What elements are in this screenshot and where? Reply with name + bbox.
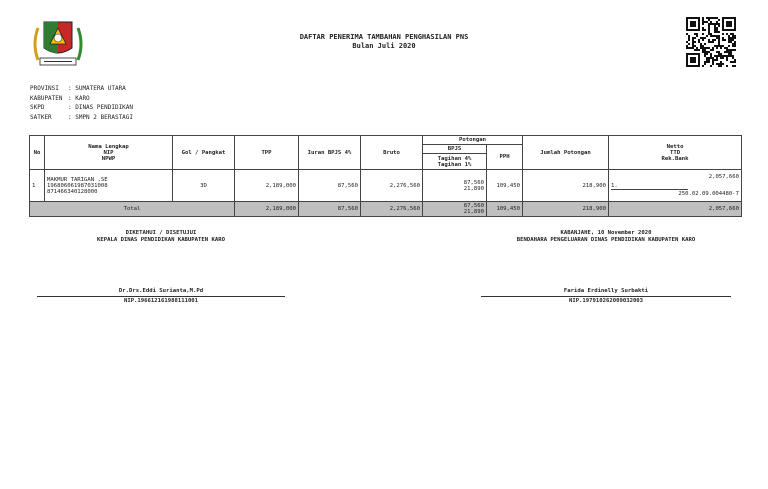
header-nip-label: NIP xyxy=(103,149,114,156)
cell-iuran: 87,560 xyxy=(299,170,361,202)
left-signature-heading xyxy=(37,230,285,244)
header-no: No xyxy=(30,136,45,170)
total-label: Total xyxy=(30,202,235,217)
header-tpp: TPP xyxy=(235,136,299,170)
table-total-row xyxy=(30,202,742,217)
cell-netto xyxy=(609,170,742,202)
total-tagihan1: 21,890 xyxy=(463,209,484,215)
total-bruto: 2,276,560 xyxy=(361,202,423,217)
cell-tagihan xyxy=(423,170,487,202)
header-name-label: Nama Lengkap xyxy=(88,143,129,150)
header-tagihan4: Tagihan 4% xyxy=(437,155,472,162)
cell-tagihan4: 87,560 xyxy=(463,179,484,186)
header-pph: PPH xyxy=(487,145,523,170)
cell-tpp: 2,189,000 xyxy=(235,170,299,202)
table-row xyxy=(30,170,742,202)
info-row-provinsi xyxy=(30,84,133,94)
header-tagihan1: Tagihan 1% xyxy=(437,161,472,168)
cell-pph: 109,450 xyxy=(487,170,523,202)
left-approval-label: DIKETAHUI / DISETUJUI xyxy=(125,230,197,236)
header-bpjs: BPJS xyxy=(423,145,487,154)
header-netto xyxy=(609,136,742,170)
info-key: SATKER xyxy=(30,113,52,121)
header-gol: Gol / Pangkat xyxy=(173,136,235,170)
document-subtitle: Bulan Juli 2020 xyxy=(352,42,416,50)
cell-nip-value: 196806061987031008 xyxy=(47,182,108,189)
total-jumlah: 218,900 xyxy=(523,202,609,217)
header-netto-label: Netto xyxy=(666,143,684,150)
left-signer-name: Dr.Drs.Eddi Surianta,M.Pd xyxy=(118,288,204,294)
left-position-label: KEPALA DINAS PENDIDIKAN KABUPATEN KARO xyxy=(97,237,225,243)
cell-name-value: MAKMUR TARIGAN ,SE xyxy=(47,176,108,183)
info-key: KABUPATEN xyxy=(30,94,63,102)
header-name xyxy=(45,136,173,170)
left-signer-nip: NIP.196612161988111001 xyxy=(123,298,199,304)
right-signer-nip: NIP.197910262009032003 xyxy=(568,298,644,304)
header-iuran: Iuran BPJS 4% xyxy=(299,136,361,170)
total-iuran: 87,560 xyxy=(299,202,361,217)
header-ttd-label: TTD xyxy=(669,149,681,156)
cell-npwp-value: 871466340128000 xyxy=(47,188,98,195)
info-value: : SMPN 2 BERASTAGI xyxy=(68,113,134,121)
right-signer-name: Farida Erdinelly Surbakti xyxy=(563,288,649,294)
cell-tagihan1: 21,890 xyxy=(463,185,484,192)
right-signature-heading xyxy=(481,230,731,244)
info-key: PROVINSI xyxy=(30,85,59,92)
cell-gol: 3D xyxy=(173,170,235,202)
total-netto: 2,057,660 xyxy=(609,202,742,217)
right-position-label: BENDAHARA PENGELUARAN DINAS PENDIDIKAN KABUPATEN KARO xyxy=(516,237,696,243)
right-signature-line xyxy=(481,296,731,297)
header-bruto: Bruto xyxy=(361,136,423,170)
info-block xyxy=(30,84,133,122)
cell-ttd-value: 1. xyxy=(611,183,688,190)
recipient-table xyxy=(29,135,742,217)
cell-bruto: 2,276,560 xyxy=(361,170,423,202)
total-tpp: 2,189,000 xyxy=(235,202,299,217)
info-row-satker xyxy=(30,113,133,123)
document-title: DAFTAR PENERIMA TAMBAHAN PENGHASILAN PNS xyxy=(299,33,469,41)
info-value: : SUMATERA UTARA xyxy=(68,85,126,92)
cell-name xyxy=(45,170,173,202)
header-tagihan xyxy=(423,154,487,170)
info-value: : KARO xyxy=(68,94,90,102)
header-jumlah: Jumlah Potongan xyxy=(523,136,609,170)
header-rek-label: Rek.Bank xyxy=(661,155,689,162)
info-key: SKPD xyxy=(30,104,45,112)
header-npwp-label: NPWP xyxy=(101,155,116,162)
cell-netto-value: 2,057,660 xyxy=(708,174,740,180)
total-tagihan xyxy=(423,202,487,217)
right-date-label: KABANJAHE, 10 November 2020 xyxy=(560,230,652,236)
info-row-kabupaten xyxy=(30,94,133,104)
cell-jumlah: 218,900 xyxy=(523,170,609,202)
header-potongan: Potongan xyxy=(423,136,523,145)
info-value: : DINAS PENDIDIKAN xyxy=(68,104,134,112)
cell-no: 1 xyxy=(30,170,45,202)
info-row-skpd xyxy=(30,103,133,113)
left-signature-line xyxy=(37,296,285,297)
total-pph: 109,450 xyxy=(487,202,523,217)
total-tagihan4: 87,560 xyxy=(463,203,484,209)
cell-rek-value: 250.02.09.004480-7 xyxy=(678,191,740,197)
